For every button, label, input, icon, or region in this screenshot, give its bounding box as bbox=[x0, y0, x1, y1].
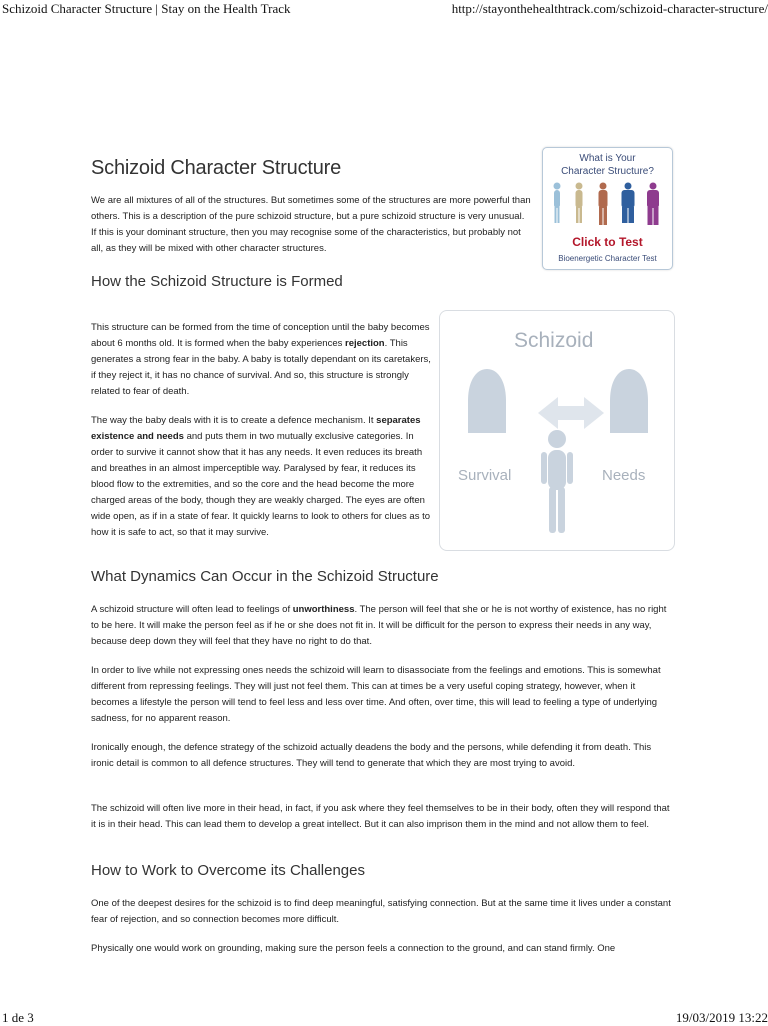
print-header bbox=[0, 0, 768, 18]
right-lobe-icon bbox=[610, 369, 648, 433]
dynamics-paragraph-4: The schizoid will often live more in their head, in fact, if you ask where they feel themselves to be in their body, often they will respond that it is in their head. This can lead them to develop a great intellect. But it can also imprison them in the mind and not allow them to feel. bbox=[91, 803, 670, 830]
print-footer bbox=[0, 1009, 768, 1024]
left-lobe-icon bbox=[468, 369, 506, 433]
diagram-title: Schizoid bbox=[514, 329, 594, 352]
unworthiness-bold: unworthiness bbox=[292, 604, 355, 615]
section-heading-formed: How the Schizoid Structure is Formed bbox=[91, 273, 343, 290]
character-figure-icon bbox=[576, 183, 583, 224]
overcome-paragraph-1: One of the deepest desires for the schizoid is to find deep meaningful, satisfying connection. But at the same time it lives under a constant fear of rejection, and so connection becomes more difficult. bbox=[91, 898, 671, 925]
formed-paragraph-1: This structure can be formed from the time of conception until the baby becomes about 6 months old. It is formed when the baby experiences rejection. This generates a strong fear in the baby. A baby is totally dependant on its caretakers, if they reject it, it has no chance of survival. And so, this structure is strongly related to fear of death. bbox=[91, 322, 431, 397]
ad-title bbox=[543, 152, 672, 178]
person-figure-icon bbox=[541, 430, 573, 533]
ad-title-line2: Character Structure? bbox=[561, 166, 654, 177]
dynamics-paragraph-1: A schizoid structure will often lead to feelings of unworthiness. The person will feel that she or he is not worthy of existence, has no right to be here. It will make the person feel as if he or she does not fit in. It will be difficult for the person to express their needs in any way, because deep down they will feel that they have no right to do that. bbox=[91, 604, 667, 647]
section-heading-overcome: How to Work to Overcome its Challenges bbox=[91, 862, 365, 879]
ad-subtitle: Bioenergetic Character Test bbox=[558, 254, 657, 263]
character-figures-icon bbox=[549, 182, 668, 228]
character-figure-icon bbox=[554, 183, 561, 224]
separates-bold: separates existence and needs bbox=[91, 415, 421, 442]
page-number: 1 de 3 bbox=[2, 1010, 34, 1025]
dynamics-paragraph-3: Ironically enough, the defence strategy of the schizoid actually deadens the body and the persons, while defending it from death. This ironic detail is common to all defence structures. They will tend to generate that which they are most trying to avoid. bbox=[91, 742, 652, 769]
diagram-label-needs: Needs bbox=[602, 467, 646, 484]
character-figure-icon bbox=[599, 183, 608, 226]
overcome-paragraph-2: Physically one would work on grounding, making sure the person feels a connection to the ground, and can stand firmly. One bbox=[91, 943, 616, 954]
intro-paragraph: We are all mixtures of all of the structures. But sometimes some of the structures are more powerful than others. This is a description of the pure schizoid structure, but a pure schizoid structure is very unusual. If this is your dominant structure, then you may recognise some of the characteristics, but probably not all, as they will be mixed with other character structures. bbox=[91, 195, 531, 254]
double-arrow-icon bbox=[538, 397, 604, 429]
character-test-ad[interactable] bbox=[542, 147, 673, 270]
click-to-test-link[interactable]: Click to Test bbox=[572, 235, 643, 249]
character-figure-icon bbox=[647, 183, 659, 226]
section-heading-dynamics: What Dynamics Can Occur in the Schizoid Structure bbox=[91, 568, 439, 585]
print-page-title: Schizoid Character Structure | Stay on the Health Track bbox=[2, 1, 291, 16]
diagram-label-survival: Survival bbox=[458, 467, 512, 484]
print-datetime: 19/03/2019 13:22 bbox=[675, 1010, 768, 1025]
schizoid-diagram bbox=[439, 310, 675, 551]
page-title: Schizoid Character Structure bbox=[91, 157, 342, 179]
ad-title-line1: What is Your bbox=[579, 153, 636, 164]
formed-paragraph-2: The way the baby deals with it is to create a defence mechanism. It separates existence and needs and puts them in two mutually exclusive categories. In order to survive it cannot show that it has any needs. It even reduces its breath and breathes in an almost imperceptible way. Paralysed by fear, it reduces its blood flow to the extremities, and so the core and the head become the more charged areas of the body, though they are weakly charged. The eyes are often wide open, as if in a state of fear. It quickly learns to look to others for clues as to how it is safe to act, so that it may survive. bbox=[91, 415, 431, 538]
character-figure-icon bbox=[622, 183, 635, 224]
rejection-bold: rejection bbox=[345, 338, 385, 349]
dynamics-paragraph-2: In order to live while not expressing ones needs the schizoid will learn to disassociate from the feelings and emotions. This is somewhat different from repressing feelings. They will just not feel them. This can at times be a very useful coping strategy, however, when it becomes a lifestyle the person will tend to feel less and less over time. And often, over time, this will lead to feeling a type of underlying sadness, for no apparent reason. bbox=[91, 665, 661, 724]
print-url[interactable]: http://stayonthehealthtrack.com/schizoid-character-structure/ bbox=[451, 1, 768, 16]
